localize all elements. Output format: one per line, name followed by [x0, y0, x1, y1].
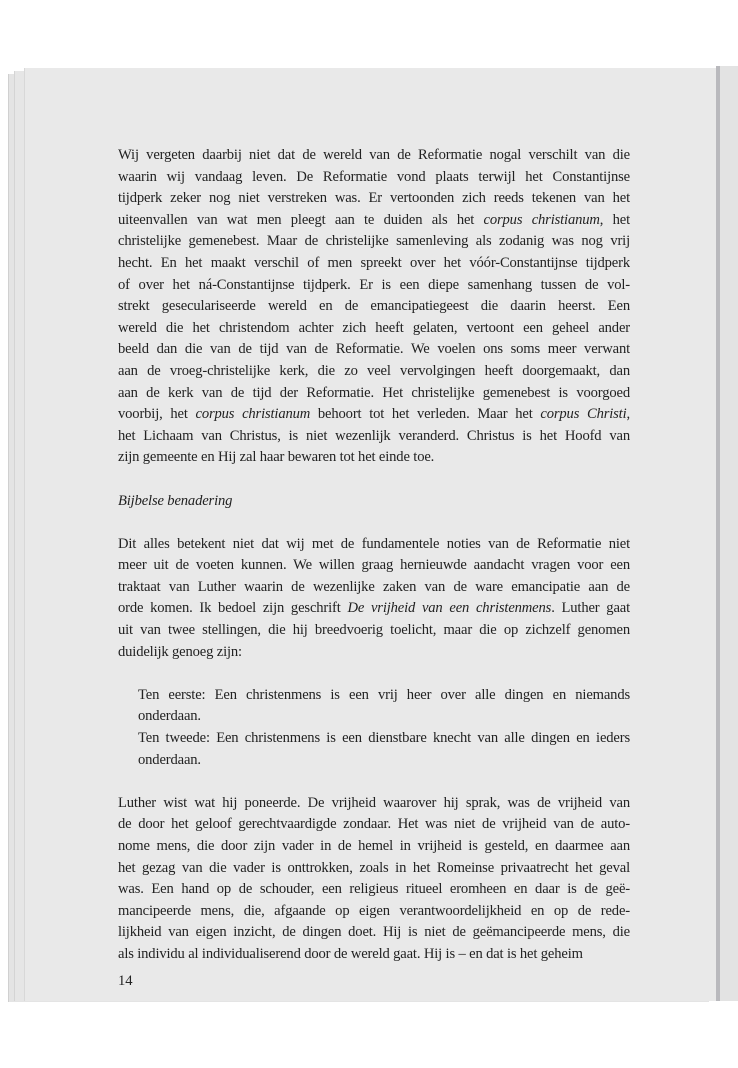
text-line [118, 685, 630, 707]
text-run: tijdperk zeker nog niet verstreken was. Er vertoonden zich reeds tekenen van het [118, 190, 630, 207]
quote-block [118, 685, 630, 771]
text-run: duidelijk genoeg zijn: [118, 643, 242, 660]
text-run: , [626, 406, 630, 423]
text-run: uiteenvallen van wat men pleegt aan te duiden als het [118, 211, 484, 228]
text-line [118, 188, 630, 210]
text-line [118, 145, 630, 167]
text-run: als individu al individualiserend door de wereld gaat. Hij is – en dat is het geheim [118, 945, 583, 962]
text-run: christelijke gemenebest. Maar de christelijke samenleving als zodanig was nog vrij [118, 233, 630, 250]
text-line [118, 944, 630, 966]
text-line [118, 814, 630, 836]
text-run: uit van twee stellingen, die hij breedvoerig toelicht, maar die op zichzelf genomen [118, 622, 630, 639]
page-number: 14 [118, 973, 133, 989]
text-run: het Lichaam van Christus, is niet wezenlijk veranderd. Christus is het Hoofd van [118, 427, 630, 444]
paragraph-gap [118, 469, 630, 491]
text-run: Dit alles betekent niet dat wij met de fundamentele noties van de Reformatie niet [118, 535, 630, 552]
text-run: , het [599, 211, 630, 228]
text-run: Luther wist wat hij poneerde. De vrijheid waarover hij sprak, was de vrijheid van [118, 794, 630, 811]
section-heading: Bijbelse benadering [118, 492, 233, 509]
paragraph [118, 145, 630, 469]
text-run: lijkheid van eigen inzicht, de dingen doet. Hij is niet de geëmancipeerde mens, die [118, 924, 630, 941]
text-line [118, 447, 630, 469]
text-run: beeld dan die van de tijd van de Reformatie. We voelen ons soms meer verwant [118, 341, 630, 358]
paragraph-gap [118, 512, 630, 534]
text-line [118, 728, 630, 750]
text-line [118, 404, 630, 426]
text-line [118, 577, 630, 599]
text-run: Ten eerste: Een christenmens is een vrij heer over alle dingen en niemands [138, 686, 630, 703]
text-run: meer uit de voeten kunnen. We willen graag hernieuwde aandacht vragen voor een [118, 557, 630, 574]
text-line [118, 534, 630, 556]
text-run: strekt geseculariseerde wereld en de emancipatiegeest die daarin heerst. Een [118, 298, 630, 315]
italic-text: corpus christianum [483, 211, 600, 228]
text-run: zijn gemeente en Hij zal haar bewaren tot het einde toe. [118, 449, 435, 466]
text-line [118, 598, 630, 620]
text-line [118, 275, 630, 297]
text-run: nome mens, die door zijn vader in de hemel in vrijheid is gesteld, en daarmee aan [118, 838, 630, 854]
text-line [118, 793, 630, 815]
text-run: onderdaan. [138, 708, 201, 725]
text-line [118, 296, 630, 318]
text-run: hecht. En het maakt verschil of men spreekt over het vóór-Constantijnse tijdperk [118, 254, 630, 271]
paragraph-gap [118, 771, 630, 793]
text-line [118, 879, 630, 901]
text-run: mancipeerde mens, die, afgaande op eigen verantwoordelijkheid en op de rede- [118, 902, 630, 919]
text-line [118, 858, 630, 880]
text-run: aan de vroeg-christelijke kerk, die zo veel vervolgingen heeft doorgemaakt, dan [118, 362, 630, 379]
text-line [118, 210, 630, 232]
text-run: wereld die het christendom achter zich heeft gelaten, vertoont een geheel ander [118, 319, 630, 336]
text-line [118, 318, 630, 340]
text-run: of over het ná-Constantijnse tijdperk. Er is een diepe samenhang tussen de vol- [118, 276, 630, 293]
text-run: Wij vergeten daarbij niet dat de wereld van de Reformatie nogal verschilt van die [118, 147, 630, 163]
text-line [118, 339, 630, 361]
text-line [118, 901, 630, 923]
text-line [118, 620, 630, 642]
text-line [118, 836, 630, 858]
italic-text: corpus christianum [195, 406, 311, 423]
text-line [118, 361, 630, 383]
page-body [118, 145, 630, 966]
text-line [118, 750, 630, 772]
paragraph-gap [118, 663, 630, 685]
text-line [118, 383, 630, 405]
text-run: onderdaan. [138, 751, 201, 768]
text-line [118, 922, 630, 944]
text-run: was. Een hand op de schouder, een religieus ritueel eromheen en daar is de geë- [118, 881, 630, 898]
text-run: . Luther gaat [551, 600, 630, 617]
text-line [118, 231, 630, 253]
text-run: behoort tot het verleden. Maar het [310, 406, 541, 423]
italic-text: corpus Christi [540, 406, 627, 423]
text-run: waarin wij vandaag leven. De Reformatie vond plaats terwijl het Constantijnse [118, 168, 630, 185]
paragraph [118, 534, 630, 664]
text-run: traktaat van Luther waarin de wezenlijke zaken van de ware emancipatie aan de [118, 578, 630, 595]
text-run: voorbij, het [118, 406, 196, 423]
text-run: Ten tweede: Een christenmens is een dienstbare knecht van alle dingen en ieders [138, 730, 630, 747]
facing-page-edge [720, 66, 738, 1001]
text-run: aan de kerk van de tijd der Reformatie. Het christelijke gemenebest is voorgoed [118, 384, 630, 401]
text-line [118, 426, 630, 448]
text-line [118, 642, 630, 664]
paragraph [118, 793, 630, 966]
text-run: het gezag van die vader is onttrokken, zoals in het Romeinse privaatrecht het geval [118, 859, 630, 876]
text-line [118, 706, 630, 728]
text-line [118, 555, 630, 577]
text-line [118, 167, 630, 189]
text-run: de door het geloof gerechtvaardigde zondaar. Het was niet de vrijheid van de auto- [118, 816, 630, 833]
text-run: orde komen. Ik bedoel zijn geschrift [118, 600, 348, 617]
text-line [118, 253, 630, 275]
italic-text: De vrijheid van een christenmens [347, 600, 552, 617]
